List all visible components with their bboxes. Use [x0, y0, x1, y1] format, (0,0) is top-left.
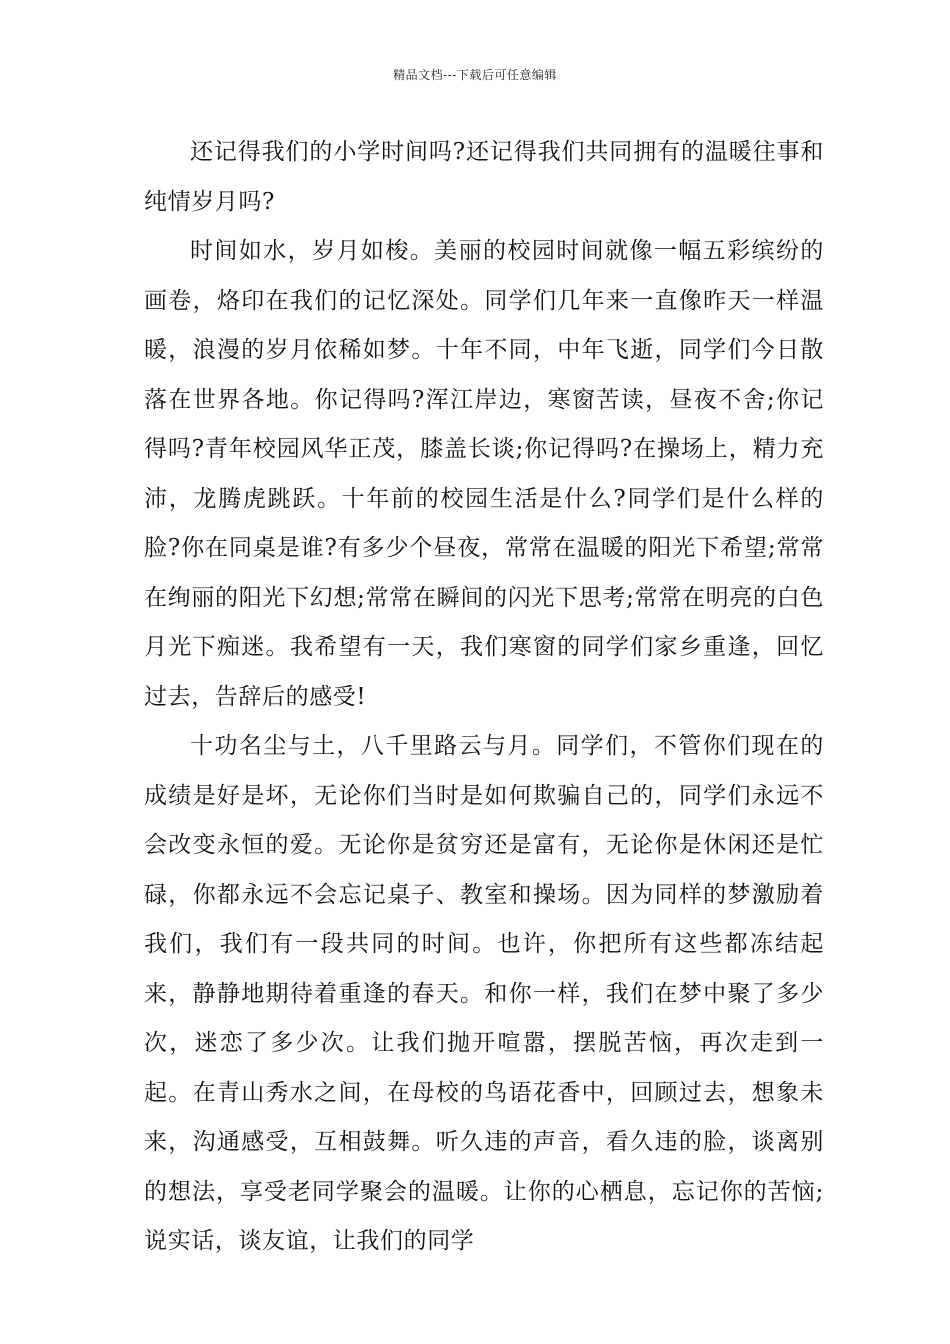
page-header: 精品文档---下载后可任意编辑 — [393, 68, 557, 82]
paragraph-1: 还记得我们的小学时间吗?还记得我们共同拥有的温暖往事和纯情岁月吗? — [144, 139, 824, 215]
paragraph-3: 十功名尘与土，八千里路云与月。同学们，不管你们现在的成绩是好是坏，无论你们当时是如何欺骗自己的，同学们永远不会改变永恒的爱。无论你是贫穷还是富有，无论你是休闲还是忙碌，你都永远不会忘记桌子、教室和操场。因为同样的梦激励着我们，我们有一段共同的时间。也许，你把所有这些都冻结起来，静静地期待着重逢的春天。和你一样，我们在梦中聚了多少次，迷恋了多少次。让我们抛开喧嚣，摆脱苦恼，再次走到一起。在青山秀水之间，在母校的鸟语花香中，回顾过去，想象未来，沟通感受，互相鼓舞。听久违的声音，看久违的脸，谈离别的想法，享受老同学聚会的温暖。让你的心栖息，忘记你的苦恼;说实话，谈友谊，让我们的同学 — [144, 733, 824, 1254]
paragraph-2: 时间如水，岁月如梭。美丽的校园时间就像一幅五彩缤纷的画卷，烙印在我们的记忆深处。同学们几年来一直像昨天一样温暖，浪漫的岁月依稀如梦。十年不同，中年飞逝，同学们今日散落在世界各地。你记得吗?浑江岸边，寒窗苦读，昼夜不舍;你记得吗?青年校园风华正茂，膝盖长谈;你记得吗?在操场上，精力充沛，龙腾虎跳跃。十年前的校园生活是什么?同学们是什么样的脸?你在同桌是谁?有多少个昼夜，常常在温暖的阳光下希望;常常在绚丽的阳光下幻想;常常在瞬间的闪光下思考;常常在明亮的白色月光下痴迷。我希望有一天，我们寒窗的同学们家乡重逢，回忆过去，告辞后的感受! — [144, 238, 824, 710]
document-body — [144, 128, 824, 1267]
